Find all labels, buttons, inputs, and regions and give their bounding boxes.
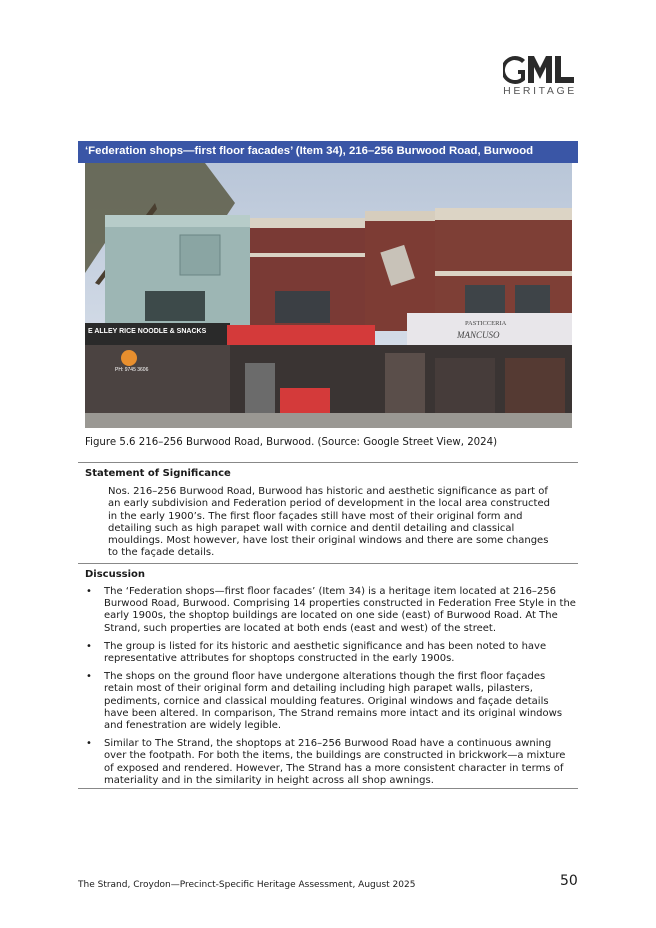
list-item	[86, 671, 576, 732]
shop-sign-3-line1: PASTICCERIA	[465, 320, 507, 327]
list-item	[86, 641, 576, 665]
logo-subtitle: HERITAGE	[503, 85, 577, 97]
significance-heading: Statement of Significance	[85, 468, 231, 479]
bullet-icon: •	[86, 738, 92, 750]
figure-caption: Figure 5.6 216–256 Burwood Road, Burwood. (Source: Google Street View, 2024)	[85, 437, 498, 448]
shop-phone: PH: 9745 3606	[115, 367, 149, 373]
list-item-text: The shops on the ground floor have undergone alterations though the first floor façades retain most of their original form and detailing including high parapet walls, pilasters, pediments, cornice and classical moulding features. Original windows and façade details have been altered. In comparison, The Strand remains more intact and its original windows and fenestration are widely legible.	[104, 671, 563, 732]
figure-title: ‘Federation shops—first floor facades’ (Item 34), 216–256 Burwood Road, Burwood	[85, 145, 534, 157]
shop-sign-3-line2: MANCUSO	[457, 330, 500, 340]
shop-sign-1: E ALLEY RICE NOODLE & SNACKS	[88, 328, 207, 335]
footer-text: The Strand, Croydon—Precinct-Specific Heritage Assessment, August 2025	[78, 880, 416, 890]
street-photo	[85, 163, 572, 428]
page-number: 50	[560, 873, 578, 889]
figure-title-bar	[78, 141, 578, 163]
divider-rule	[78, 788, 578, 789]
divider-rule	[78, 563, 578, 564]
bullet-icon: •	[86, 586, 92, 597]
list-item	[86, 738, 576, 787]
divider-rule	[78, 462, 578, 463]
significance-text-block	[108, 486, 552, 560]
discussion-list	[86, 586, 576, 793]
bullet-icon: •	[86, 671, 92, 683]
list-item-text: The group is listed for its historic and aesthetic significance and has been noted to have representative attributes for shoptops constructed in the early 1900s.	[104, 640, 547, 665]
list-item-text: Similar to The Strand, the shoptops at 216–256 Burwood Road have a continuous awning over the footpath. For both the items, the buildings are constructed in brickwork—a mixture of exposed and rendered. However, The Strand has a more consistent character in terms of materiality and in the similarity in height across all shop awnings.	[104, 738, 566, 786]
bullet-icon: •	[86, 640, 92, 652]
discussion-heading: Discussion	[85, 569, 146, 580]
list-item-text: The ‘Federation shops—first floor facades’ (Item 34) is a heritage item located at 216–256 Burwood Road, Burwood. Comprising 14 properties constructed in Federation Free Style in the early 1900s, the shoptop buildings are located on one side (east) of Burwood Road. At The Strand, such properties are located at both ends (east and west) of the street.	[104, 586, 576, 634]
significance-text: Nos. 216–256 Burwood Road, Burwood has historic and aesthetic significance as part of an early subdivision and Federation period of development in the local area constructed in the early 1900’s. The first floor façades still have most of their original form and detailing such as high parapet wall with cornice and dentil detailing and classical mouldings. Most however, have lost their original windows and there are some changes to the façade details.	[108, 486, 550, 559]
list-item	[86, 586, 576, 635]
